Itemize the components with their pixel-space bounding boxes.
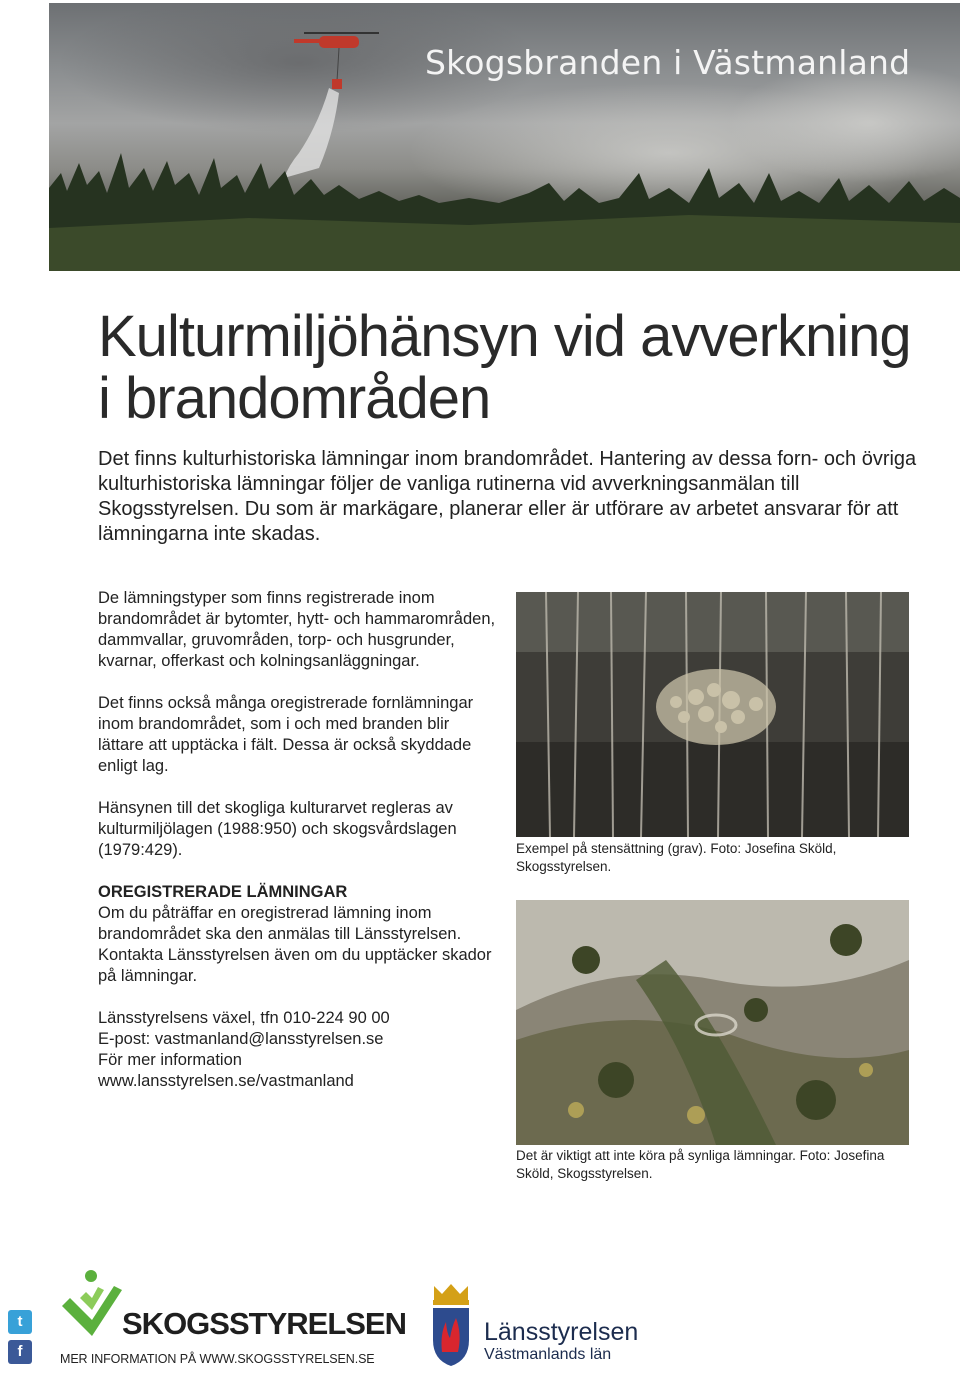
skogsstyrelsen-name: SKOGSSTYRELSEN [122,1306,406,1341]
photo-caption-1: Exempel på stensättning (grav). Foto: Josefina Sköld, Skogsstyrelsen. [516,841,837,874]
page-title [98,306,911,430]
twitter-icon[interactable]: t [8,1310,32,1334]
contact-website-link[interactable]: www.lansstyrelsen.se/vastmanland [98,1072,354,1090]
title-line-1: Kulturmiljöhänsyn vid avverkning [98,304,911,369]
contact-block [98,1008,498,1092]
body-column [98,588,498,1092]
banner-title: Skogsbranden i Västmanland [425,43,911,82]
paragraph-unregistered-remains: Det finns också många oregistrerade fornlämningar inom brandområdet, som i och med branden blir lättare att upptäcka i fält. Dessa är också skyddade enligt lag. [98,694,474,775]
contact-phone: Länsstyrelsens växel, tfn 010-224 90 00 [98,1009,390,1027]
facebook-icon[interactable]: f [8,1340,32,1364]
photo-visible-remains [516,900,909,1145]
photo-caption-2: Det är viktigt att inte köra på synliga lämningar. Foto: Josefina Sköld, Skogsstyrelsen. [516,1148,885,1181]
hero-banner [49,3,960,271]
contact-email[interactable]: E-post: vastmanland@lansstyrelsen.se [98,1030,384,1048]
lead-paragraph: Det finns kulturhistoriska lämningar inom brandområdet. Hantering av dessa forn- och övriga kulturhistoriska lämningar följer de vanliga rutinerna vid avverkningsanmälan till Skogsstyrelsen. Du som är markägare, planerar eller är utförare av arbetet ansvarar för att lämningarna inte skadas. [98,448,917,545]
section-heading: OREGISTRERADE LÄMNINGAR [98,883,348,901]
photo-stone-setting [516,592,909,837]
lansstyrelsen-name: Länsstyrelsen [484,1318,639,1346]
contact-more-info: För mer information [98,1051,242,1069]
paragraph-registered-remains: De lämningstyper som finns registrerade inom brandområdet är bytomter, hytt- och hammarområden, dammvallar, gruvområden, torp- och husgrunder, kvarnar, offerkast och kolningsanläggningar. [98,589,496,670]
paragraph-legislation: Hänsynen till det skogliga kulturarvet regleras av kulturmiljölagen (1988:950) och skogsvårdslagen (1979:429). [98,799,457,859]
lansstyrelsen-county: Västmanlands län [484,1346,612,1363]
title-line-2: i brandområden [98,366,491,431]
skogsstyrelsen-info-link[interactable]: MER INFORMATION PÅ WWW.SKOGSSTYRELSEN.SE [60,1352,375,1366]
paragraph-report: Om du påträffar en oregistrerad lämning inom brandområdet ska den anmälas till Länsstyrelsen. Kontakta Länsstyrelsen även om du upptäcker skador på lämningar. [98,904,492,985]
lansstyrelsen-crest-icon [428,1282,474,1368]
